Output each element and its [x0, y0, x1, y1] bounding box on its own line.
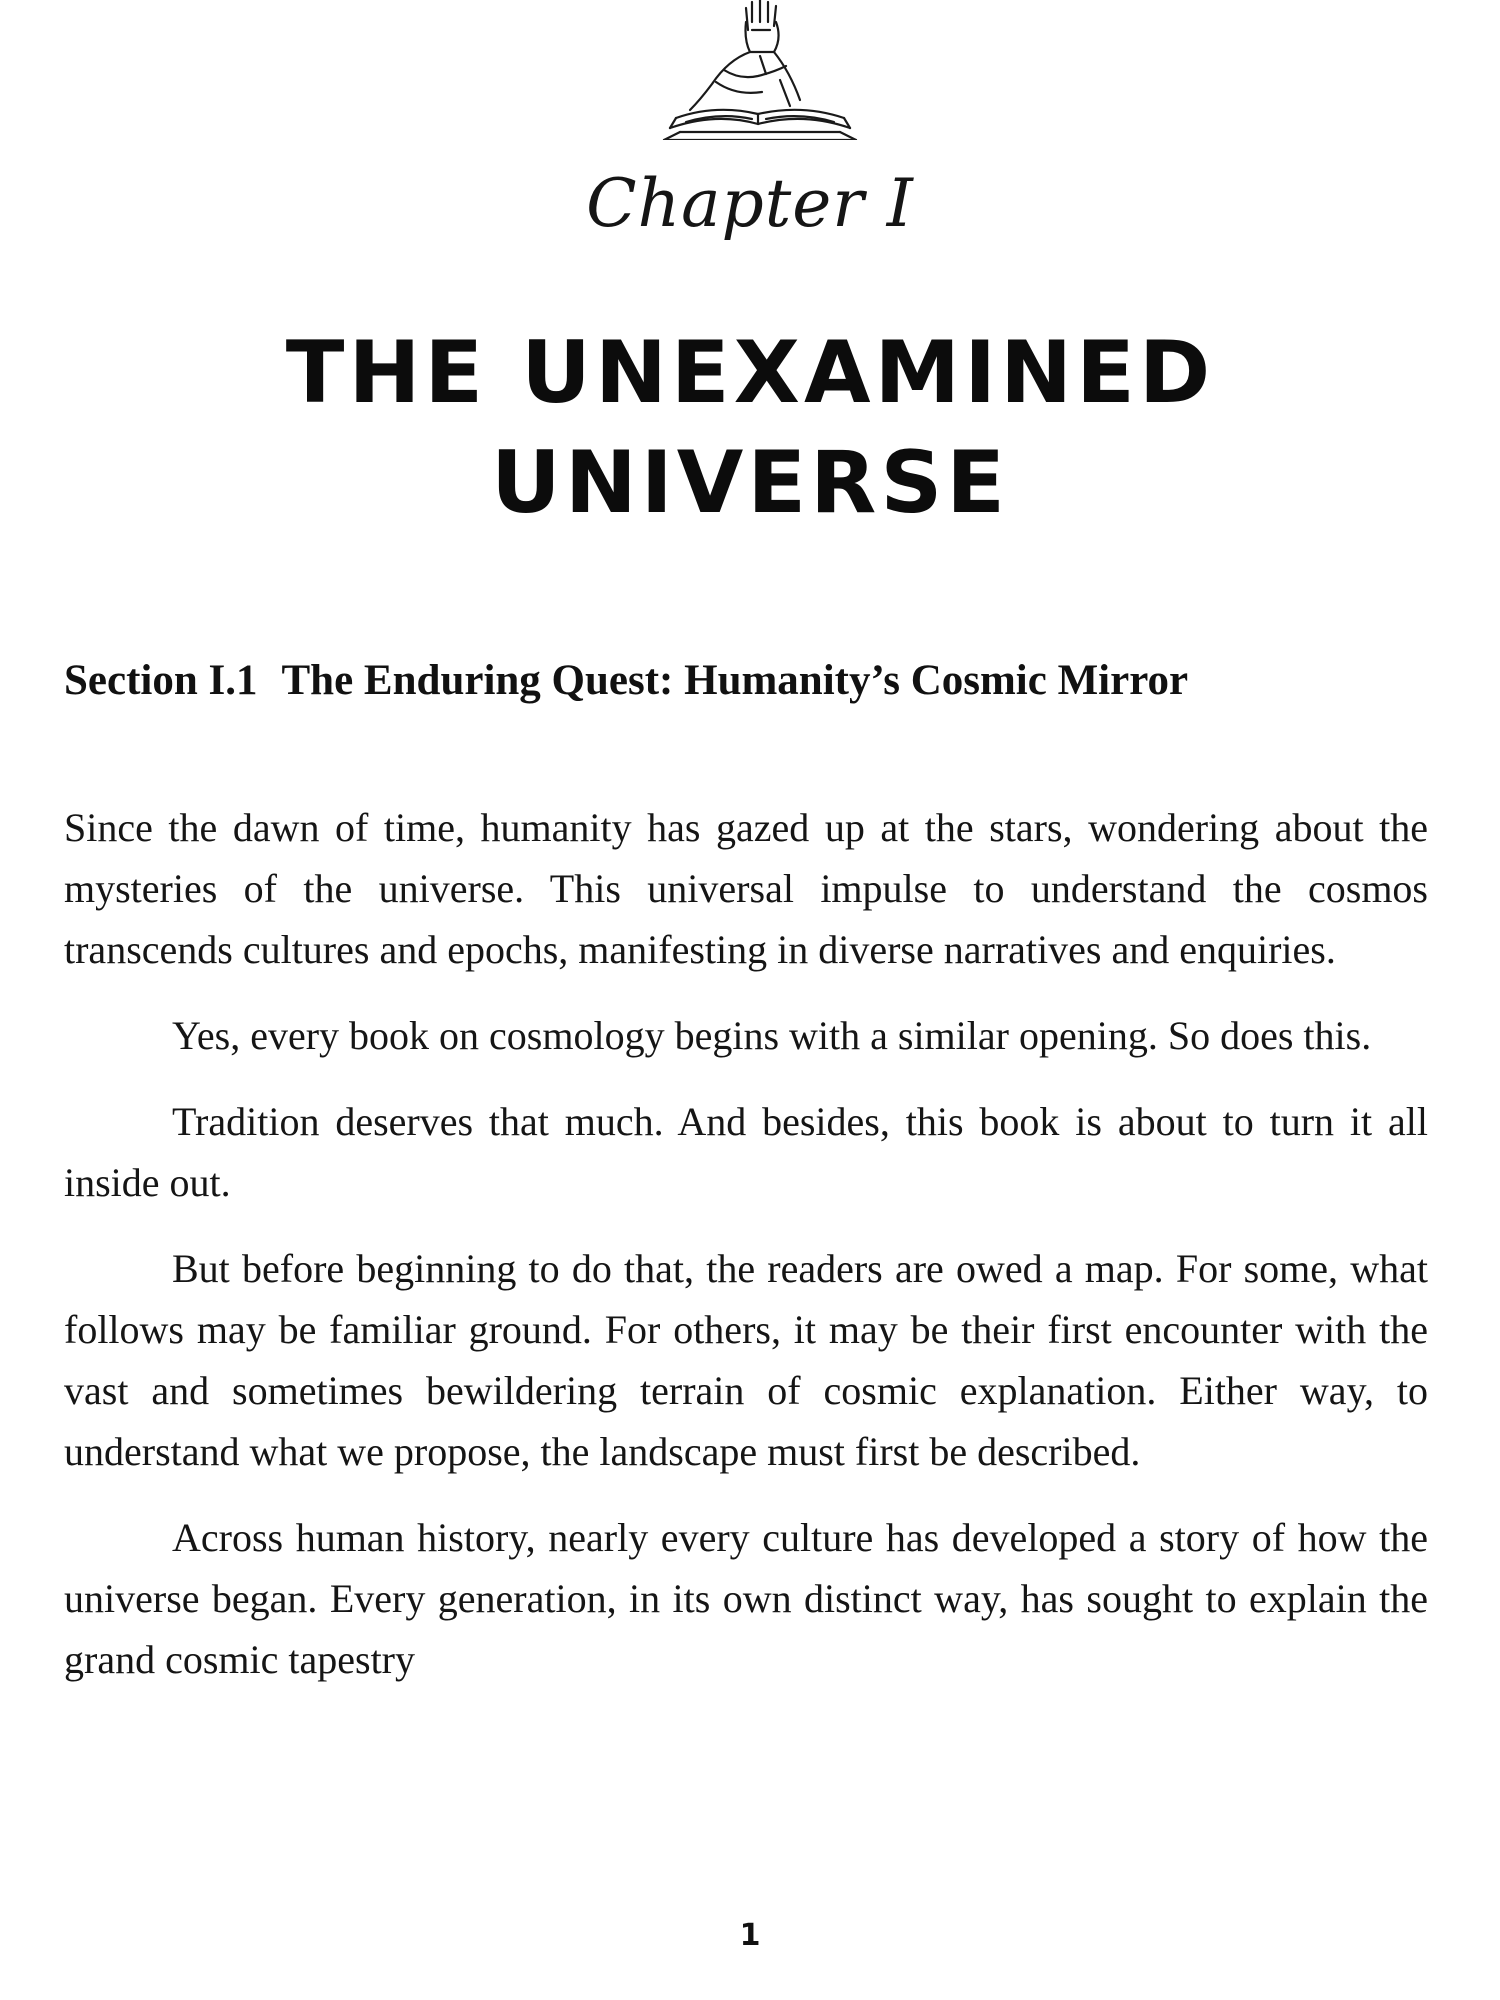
chapter-title-line-2: UNIVERSE	[490, 433, 1010, 533]
body-text	[64, 797, 1428, 1715]
chapter-title	[100, 318, 1400, 538]
section-heading	[64, 650, 1404, 712]
hand-over-open-book-icon	[640, 0, 880, 140]
chapter-label: Chapter I	[586, 165, 914, 242]
paragraph: Tradition deserves that much. And besides, this book is about to turn it all inside out.	[64, 1099, 1428, 1205]
paragraph: But before beginning to do that, the readers are owed a map. For some, what follows may be familiar ground. For others, it may be their first encounter with the vast and sometimes bewildering terrain of cosmic explanation. Either way, to understand what we propose, the landscape must first be described.	[64, 1246, 1428, 1474]
paragraph: Since the dawn of time, humanity has gazed up at the stars, wondering about the mysteries of the universe. This universal impulse to understand the cosmos transcends cultures and epochs, manifesting in diverse narratives and enquiries.	[64, 805, 1428, 972]
chapter-title-line-1: THE UNEXAMINED	[285, 323, 1215, 423]
paragraph: Across human history, nearly every culture has developed a story of how the universe began. Every generation, in its own distinct way, has sought to explain the grand cosmic tapestry	[64, 1515, 1428, 1682]
section-title: The Enduring Quest: Humanity’s Cosmic Mirror	[281, 657, 1189, 704]
paragraph: Yes, every book on cosmology begins with a similar opening. So does this.	[172, 1013, 1372, 1058]
section-number: Section I.1	[64, 657, 258, 704]
page-number: 1	[739, 1918, 761, 1953]
